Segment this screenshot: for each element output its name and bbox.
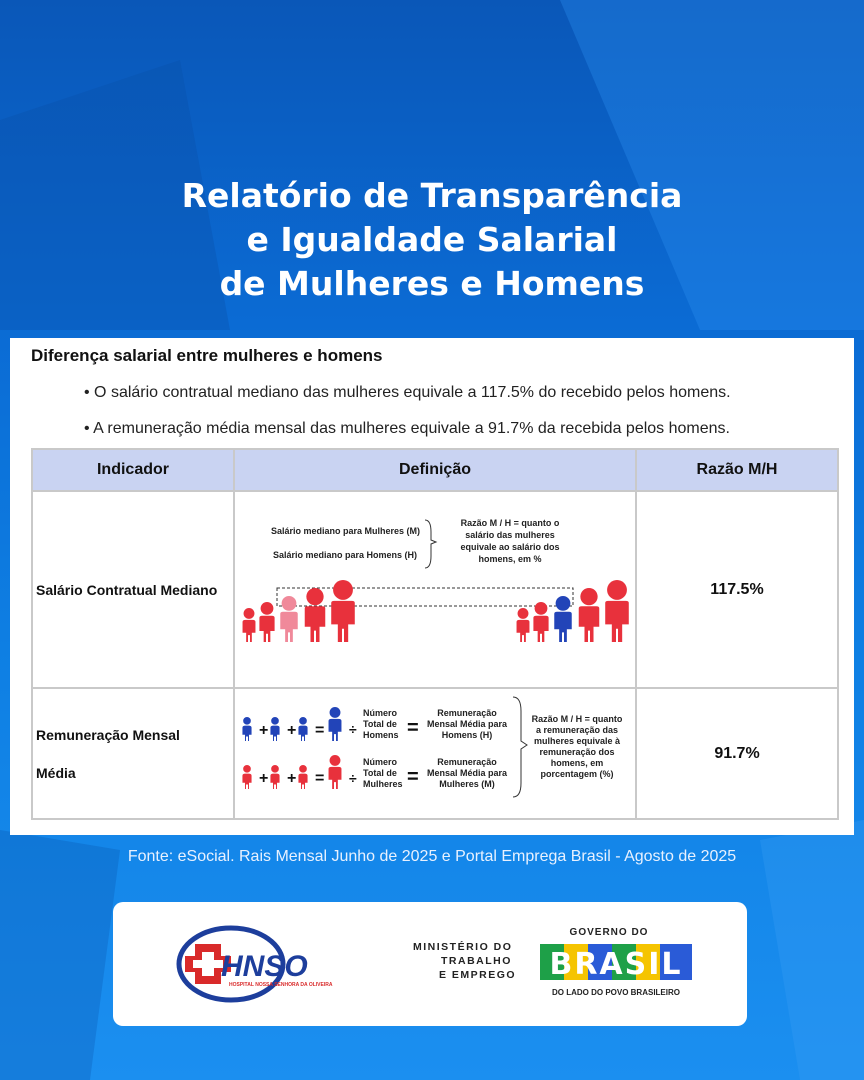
section-title: Diferença salarial entre mulheres e homens [31, 346, 383, 365]
note-line: homens, em [550, 758, 604, 768]
note-line: a remuneração das [535, 725, 619, 735]
men-result-line: Homens (H) [441, 730, 493, 740]
equals-icon: = [407, 717, 419, 739]
header-indicator: Indicador [32, 449, 234, 491]
bullet-contract-salary: • O salário contratual mediano das mulheres equivale a 117.5% do recebido pelos homens. [84, 384, 731, 401]
men-total-label [363, 708, 399, 740]
indicator-line: Média [36, 764, 76, 781]
divide-icon: ÷ [349, 721, 357, 737]
median-salary-diagram [235, 492, 635, 682]
title-line: e Igualdade Salarial [246, 220, 618, 259]
definition-cell [234, 491, 636, 688]
women-total-line: Número [363, 757, 398, 767]
hnso-logo [179, 928, 333, 1000]
ministry-line: TRABALHO [441, 955, 512, 967]
ratio-note [460, 518, 559, 564]
men-result-line: Remuneração [437, 708, 497, 718]
title-line: de Mulheres e Homens [219, 264, 645, 303]
table-header-row [32, 449, 838, 491]
table-row [32, 688, 838, 819]
men-total-line: Homens [363, 730, 399, 740]
women-total-line: Mulheres [363, 779, 403, 789]
gov-bottom-text: DO LADO DO POVO BRASILEIRO [551, 988, 681, 997]
svg-text:=: = [315, 770, 325, 787]
note-line: equivale ao salário dos [460, 542, 560, 552]
divide-icon: ÷ [349, 770, 357, 786]
women-result-line: Mulheres (M) [439, 779, 495, 789]
indicator-cell [32, 688, 234, 819]
gov-main-text: BRASIL [549, 947, 683, 982]
ratio-value-average: 91.7% [636, 688, 838, 819]
ratio-note [532, 714, 623, 779]
note-line: porcentagem (%) [540, 769, 614, 779]
svg-text:+: + [287, 722, 297, 739]
men-result-line: Mensal Média para [426, 719, 508, 729]
men-formula-icon [242, 707, 341, 741]
note-line: Razão M / H = quanto [531, 714, 623, 724]
women-formula-icon [242, 755, 341, 789]
svg-text:+: + [287, 770, 297, 787]
svg-text:+: + [259, 770, 269, 787]
page-title [0, 174, 864, 306]
note-line: homens, em % [478, 554, 542, 564]
svg-text:=: = [315, 722, 325, 739]
note-line: Razão M / H = quanto o [460, 518, 560, 528]
equals-icon: = [407, 766, 419, 788]
women-total-line: Total de [363, 768, 397, 778]
source-note: Fonte: eSocial. Rais Mensal Junho de 2025 e Portal Emprega Brasil - Agosto de 2025 [127, 848, 737, 865]
report-panel [10, 338, 854, 835]
ministry-line: MINISTÉRIO DO [413, 941, 513, 953]
women-total-label [363, 757, 403, 789]
indicator-cell: Salário Contratual Mediano [32, 491, 234, 688]
ministry-line: E EMPREGO [439, 969, 517, 981]
title-line: Relatório de Transparência [181, 176, 683, 215]
note-line: remuneração dos [539, 747, 615, 757]
gov-brasil-logo [539, 927, 693, 997]
bullet-monthly-pay: • A remuneração média mensal das mulheres equivale a 91.7% da recebida pelos homens. [84, 420, 730, 437]
indicator-table [31, 448, 839, 820]
women-result-line: Remuneração [437, 757, 497, 767]
ministry-logo [413, 940, 516, 981]
logos-svg [113, 902, 747, 1026]
brace-icon [513, 697, 527, 797]
note-line: salário das mulheres [465, 530, 555, 540]
men-result-label [427, 708, 508, 740]
men-total-line: Total de [363, 719, 397, 729]
women-result-label [427, 757, 508, 789]
men-total-line: Número [363, 708, 398, 718]
definition-cell [234, 688, 636, 819]
svg-text:+: + [259, 722, 269, 739]
women-result-line: Mensal Média para [426, 768, 508, 778]
label-women-median: Salário mediano para Mulheres (M) [270, 526, 420, 536]
ratio-value-median: 117.5% [636, 491, 838, 688]
indicator-line: Remuneração Mensal [36, 726, 180, 743]
brace-icon [425, 520, 436, 568]
header-definition: Definição [234, 449, 636, 491]
table-row [32, 491, 838, 688]
hnso-text: HNSO [221, 950, 308, 983]
header-ratio: Razão M/H [636, 449, 838, 491]
label-men-median: Salário mediano para Homens (H) [272, 550, 417, 560]
note-line: mulheres equivale à [533, 736, 621, 746]
logo-bar [113, 902, 747, 1026]
hnso-subtitle: HOSPITAL NOSSA SENHORA DA OLIVEIRA [229, 982, 333, 988]
gov-top-text: GOVERNO DO [569, 927, 649, 938]
average-pay-diagram [235, 689, 635, 813]
women-figures-icon [243, 580, 355, 642]
